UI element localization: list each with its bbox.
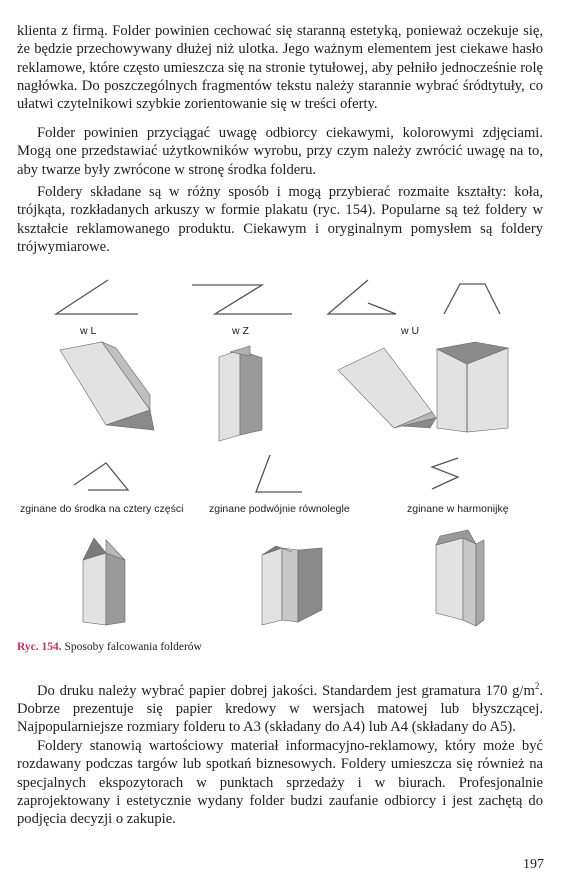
label-fold-accordion: zginane w harmonijkę — [407, 503, 509, 515]
paragraph-4 — [17, 677, 543, 737]
fold-double-parallel-diagram — [256, 455, 302, 492]
fold-z-diagram — [192, 285, 292, 314]
caption-text: Sposoby falcowania folderów — [64, 641, 202, 653]
paragraph-5: Foldery stanowią wartościowy materiał informacyjno-reklamowy, który może być rozdawany podczas targów lub spotkań biznesowych. Foldery umieszcza się również na specjalnych ekspozytorach w punktach sprzedaży i w biurach. Profesjonalnie zaprojektowany i estetycznie wydany folder budzi zaufanie odbiorcy i jest zachętą do podjęcia decyzji o zakupie. — [17, 738, 543, 828]
fold-l-leaflet — [60, 342, 154, 430]
paragraph-4-superscript: 2 — [534, 681, 540, 691]
label-fold-z: w Z — [232, 325, 249, 337]
paragraph-4-start: Do druku należy wybrać papier dobrej jakości. Standardem jest gramatura 170 g/m — [37, 682, 535, 699]
paragraph-1: klienta z firmą. Folder powinien cechować się staranną estetyką, ponieważ oczekuje się, że będzie przechowywany dłużej niż ulotka. Jego ważnym elementem jest ciekawe hasło reklamowe, które często umieszcza się na stronie tytułowej, aby pełniło jednocześnie rolę nagłówka. Do poszczególnych fragmentów tekstu należy starannie wybrać śródtytuły, co ułatwi czytelnikowi szybkie zorientowanie się w treści oferty. — [17, 23, 543, 113]
paragraph-4-end: . Dobrze prezentuje się papier kredowy w wersjach matowej lub błyszczącej. Najpopularniejsze rozmiary folderu to A3 (składany do A4) lub A4 (składany do A5). — [17, 682, 543, 736]
figure-caption — [17, 641, 202, 653]
label-fold-center-four: zginane do środka na cztery części — [20, 503, 184, 515]
fold-u-leaflet-1 — [338, 348, 436, 428]
page-number: 197 — [523, 857, 544, 872]
fold-z-leaflet — [219, 346, 262, 441]
fold-double-parallel-leaflet — [262, 546, 322, 625]
fold-u-leaflet-2 — [437, 342, 508, 432]
fold-u-diagram-2 — [444, 284, 500, 314]
paragraph-3: Foldery składane są w różny sposób i mogą przybierać rozmaite kształty: koła, trójkąta, rozkładanych arkuszy w formie plakatu (ryc. 154). Popularne są też foldery w kształcie reklamowanego produktu. Ciekawym i oryginalnym pomysłem są foldery trójwymiarowe. — [17, 184, 543, 255]
label-fold-double-parallel: zginane podwójnie równolegle — [209, 503, 350, 515]
fold-accordion-leaflet — [436, 530, 484, 626]
fold-l-diagram — [56, 280, 138, 314]
label-fold-u: w U — [401, 325, 420, 337]
fold-center-four-diagram — [74, 463, 128, 490]
fold-accordion-diagram — [432, 458, 458, 489]
caption-number: Ryc. 154. — [17, 641, 62, 653]
label-fold-l: w L — [80, 325, 97, 337]
fold-u-diagram — [328, 280, 396, 314]
paragraph-2: Folder powinien przyciągać uwagę odbiorcy ciekawymi, kolorowymi zdjęciami. Mogą one przedstawiać użytkowników wyrobu, przy czym należy zwrócić uwagę na to, aby twarze były zwrócone w stronę środka folderu. — [17, 125, 543, 178]
folding-figure — [0, 270, 561, 640]
fold-center-four-leaflet — [83, 538, 125, 625]
